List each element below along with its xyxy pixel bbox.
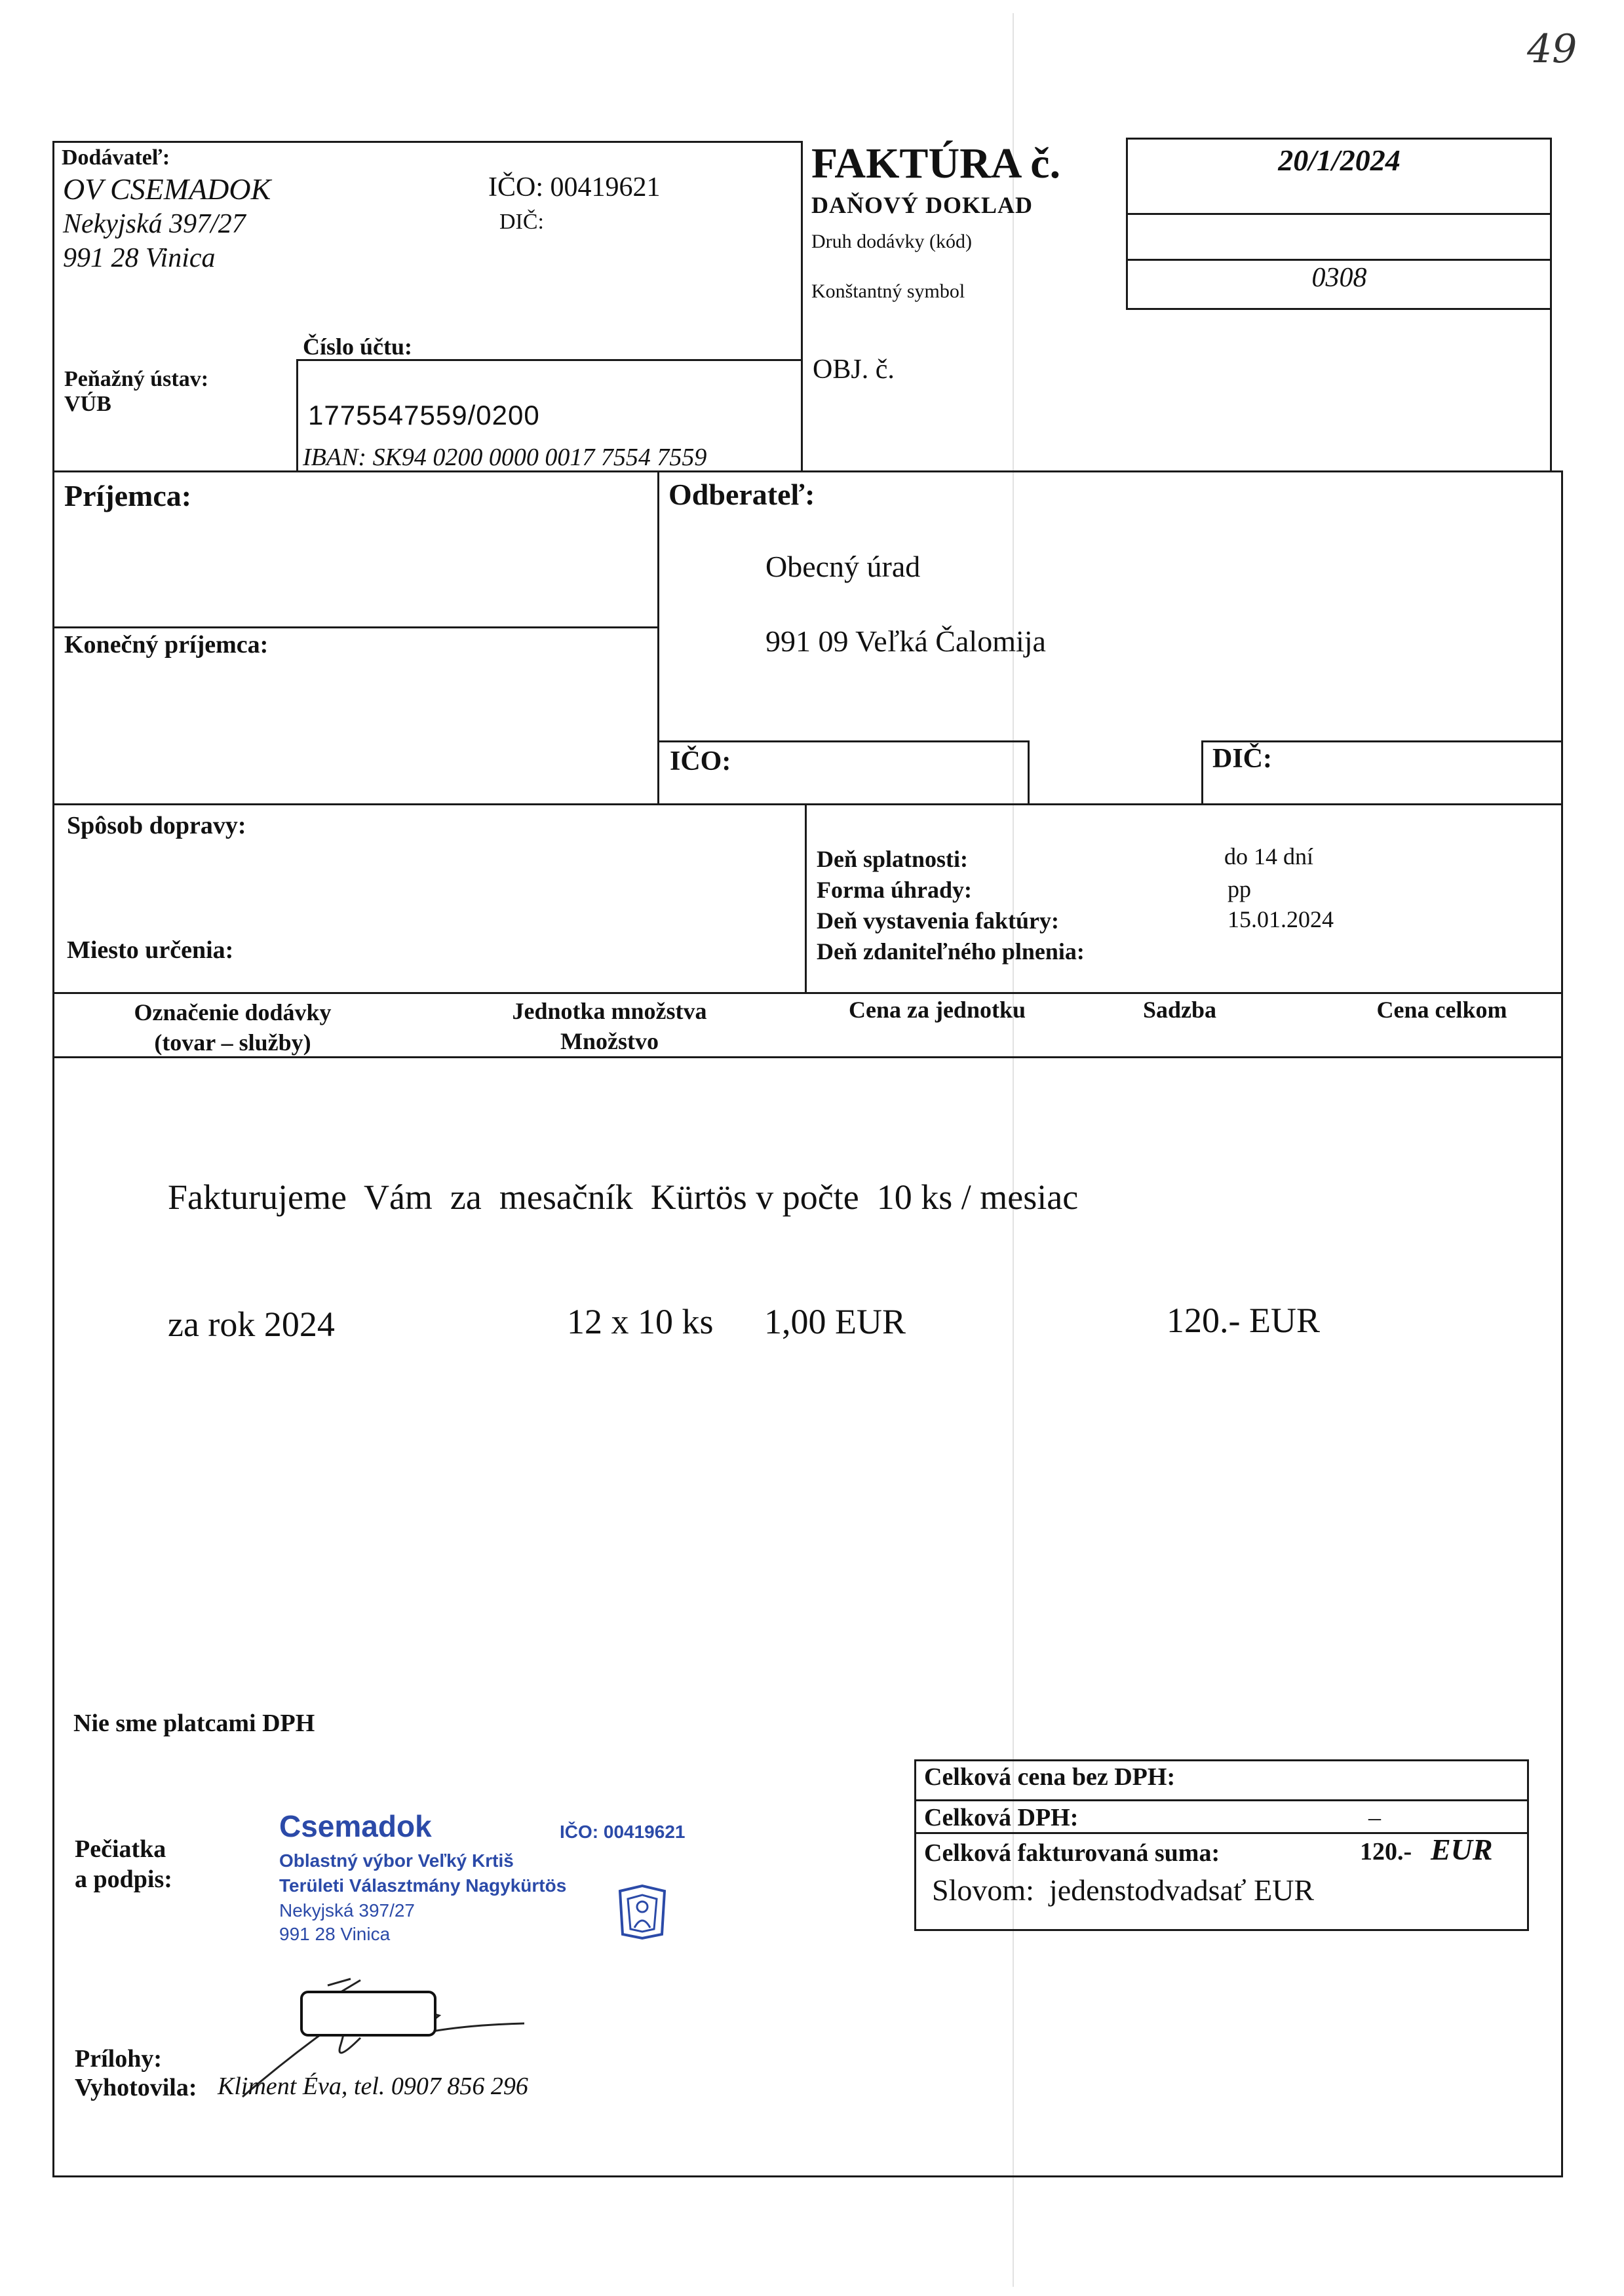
ico-box-top bbox=[657, 740, 1030, 742]
destination-label: Miesto určenia: bbox=[67, 936, 234, 964]
stamp-org-name: Csemadok bbox=[279, 1809, 432, 1843]
total-in-words: Slovom: jedenstodvadsať EUR bbox=[932, 1873, 1315, 1907]
stamp-ico: IČO: 00419621 bbox=[560, 1822, 686, 1842]
recipient-mid-h bbox=[52, 626, 659, 628]
number-box-left bbox=[1126, 138, 1128, 309]
table-header-bottom bbox=[52, 1056, 1563, 1058]
section3-top bbox=[52, 803, 1563, 805]
stamp-line1: Oblastný výbor Veľký Krtiš bbox=[279, 1850, 514, 1871]
invoice-number: 20/1/2024 bbox=[1278, 144, 1401, 177]
col-designation-line2: (tovar – služby) bbox=[154, 1029, 311, 1056]
delivery-kind-label: Druh dodávky (kód) bbox=[811, 231, 972, 252]
table-header-top bbox=[52, 992, 1563, 994]
frame-right bbox=[1561, 470, 1563, 2177]
supplier-city: 991 28 Vinica bbox=[63, 243, 216, 273]
supplier-street: Nekyjská 397/27 bbox=[63, 209, 246, 239]
invoice-title: FAKTÚRA č. bbox=[811, 140, 1061, 187]
frame-top bbox=[52, 141, 803, 143]
number-box-row2 bbox=[1126, 259, 1552, 261]
transport-label: Spôsob dopravy: bbox=[67, 812, 246, 839]
taxable-date-label: Deň zdaniteľného plnenia: bbox=[817, 938, 1085, 965]
bank-name: VÚB bbox=[64, 392, 111, 416]
stamp-line2: Területi Választmány Nagykürtös bbox=[279, 1875, 567, 1896]
supplier-label: Dodávateľ: bbox=[62, 145, 170, 170]
customer-ico-label: IČO: bbox=[670, 746, 731, 776]
page-fold-line bbox=[1013, 13, 1014, 2287]
col-unit-line2: Množstvo bbox=[560, 1028, 659, 1054]
stamp-label-line1: Pečiatka bbox=[75, 1835, 166, 1863]
attachments-label: Prílohy: bbox=[75, 2045, 162, 2073]
prepared-by-label: Vyhotovila: bbox=[75, 2074, 197, 2101]
number-box-row1 bbox=[1126, 213, 1552, 215]
prepared-by-value: Kliment Éva, tel. 0907 856 296 bbox=[218, 2073, 528, 2100]
number-box-top bbox=[1126, 138, 1552, 140]
section2-top bbox=[52, 470, 1563, 472]
col-unit-price: Cena za jednotku bbox=[848, 997, 1026, 1023]
totals-row1-line bbox=[914, 1799, 1529, 1801]
body-quantity: 12 x 10 ks bbox=[567, 1302, 714, 1341]
col-designation-line1: Označenie dodávky bbox=[134, 999, 332, 1025]
payment-form-value: pp bbox=[1228, 876, 1251, 902]
recipient-label: Príjemca: bbox=[64, 479, 192, 512]
stamp-line4: 991 28 Vinica bbox=[279, 1924, 391, 1944]
recipient-divider-v bbox=[657, 470, 659, 805]
invoice-subtitle: DAŇOVÝ DOKLAD bbox=[811, 192, 1034, 218]
constant-symbol-value: 0308 bbox=[1311, 263, 1367, 293]
total-vat-value: – bbox=[1368, 1804, 1381, 1831]
col-rate: Sadzba bbox=[1142, 997, 1217, 1023]
total-invoiced-value: 120.- bbox=[1360, 1838, 1412, 1866]
body-year: za rok 2024 bbox=[168, 1305, 335, 1344]
organization-stamp bbox=[275, 1808, 708, 1966]
frame-left bbox=[52, 141, 54, 2177]
issue-date-value: 15.01.2024 bbox=[1228, 906, 1334, 932]
invoice-box-left bbox=[801, 141, 803, 472]
number-box-right bbox=[1550, 138, 1552, 472]
payment-form-label: Forma úhrady: bbox=[817, 877, 972, 903]
final-recipient-label: Konečný príjemca: bbox=[64, 631, 269, 659]
stamp-label-line2: a podpis: bbox=[75, 1866, 172, 1893]
vat-note: Nie sme platcami DPH bbox=[73, 1710, 315, 1737]
body-line-description: Fakturujeme Vám za mesačník Kürtös v počte 10 ks / mesiac bbox=[168, 1177, 1079, 1217]
supplier-dic: DIČ: bbox=[499, 210, 544, 234]
account-label: Číslo účtu: bbox=[303, 334, 413, 360]
supplier-name: OV CSEMADOK bbox=[63, 172, 271, 206]
total-without-vat-label: Celková cena bez DPH: bbox=[924, 1763, 1176, 1791]
constant-symbol-label: Konštantný symbol bbox=[811, 280, 965, 302]
dic-box-left bbox=[1201, 740, 1203, 805]
customer-name: Obecný úrad bbox=[765, 550, 921, 583]
customer-address: 991 09 Veľká Čalomija bbox=[765, 624, 1046, 658]
terms-divider-v bbox=[805, 803, 807, 993]
customer-dic-label: DIČ: bbox=[1212, 744, 1272, 774]
col-total: Cena celkom bbox=[1376, 997, 1507, 1023]
total-invoiced-label: Celková fakturovaná suma: bbox=[924, 1839, 1220, 1867]
total-invoiced-currency: EUR bbox=[1431, 1833, 1493, 1866]
iban: IBAN: SK94 0200 0000 0017 7554 7559 bbox=[303, 444, 707, 471]
body-total: 120.- EUR bbox=[1167, 1301, 1320, 1340]
frame-bottom bbox=[52, 2175, 1563, 2177]
order-number-label: OBJ. č. bbox=[813, 354, 895, 385]
stamp-line3: Nekyjská 397/27 bbox=[279, 1900, 416, 1921]
account-number: 1775547559/0200 bbox=[308, 400, 540, 430]
body-unit-price: 1,00 EUR bbox=[764, 1302, 906, 1341]
supplier-ico: IČO: 00419621 bbox=[488, 172, 661, 202]
total-vat-label: Celková DPH: bbox=[924, 1804, 1079, 1831]
stamp-emblem-icon bbox=[616, 1882, 668, 1941]
page-number: 49 bbox=[1527, 26, 1577, 72]
due-date-label: Deň splatnosti: bbox=[817, 846, 969, 872]
due-date-value: do 14 dní bbox=[1224, 843, 1314, 870]
issue-date-label: Deň vystavenia faktúry: bbox=[817, 908, 1059, 934]
dic-box-top bbox=[1201, 740, 1563, 742]
customer-label: Odberateľ: bbox=[668, 478, 815, 511]
signature-redaction-box bbox=[300, 1991, 436, 2037]
account-box-left bbox=[296, 359, 298, 472]
col-unit-line1: Jednotka množstva bbox=[512, 998, 707, 1024]
number-box-bottom bbox=[1126, 308, 1552, 310]
bank-label: Peňažný ústav: bbox=[64, 367, 209, 391]
ico-box-right bbox=[1028, 740, 1030, 805]
